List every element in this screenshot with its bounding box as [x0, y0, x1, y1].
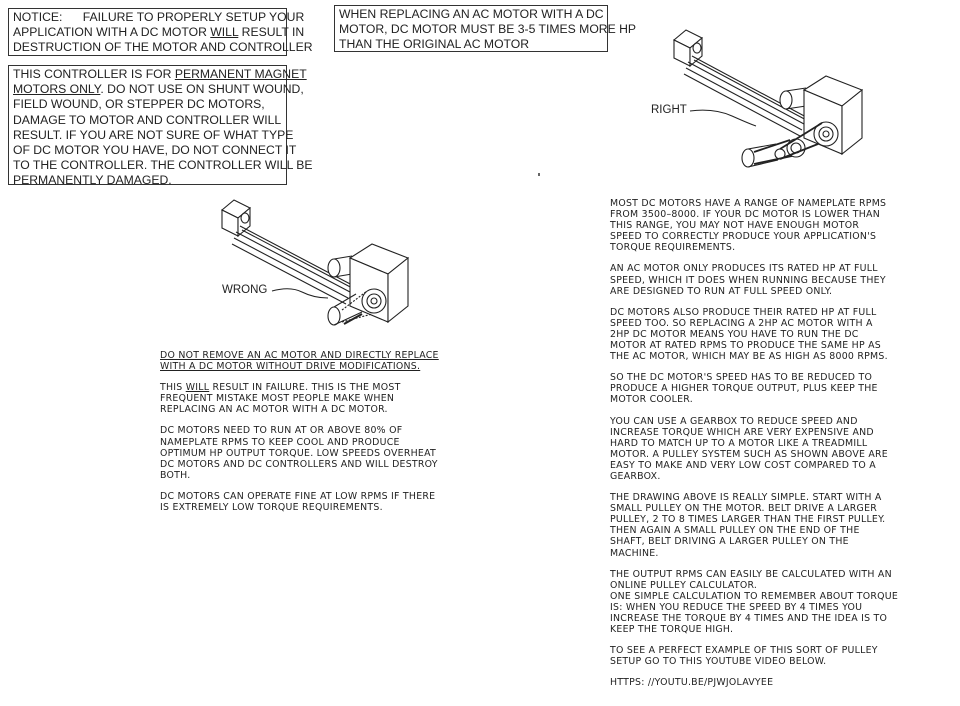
pm-line-3: FIELD WOUND, OR STEPPER DC MOTORS,	[13, 97, 265, 112]
right-label: RIGHT	[651, 104, 687, 116]
nameplate-paragraph: MOST DC MOTORS HAVE A RANGE OF NAMEPLATE RPMS FROM 3500–8000. IF YOUR DC MOTOR IS LOWER THAN THIS RANGE, YOU MAY NOT HAVE ENOUGH MOTOR SPEED TO CORRECTLY PRODUCE YOUR APPLICATION'S TORQUE REQUIREMENTS.	[610, 198, 887, 254]
ac-line-2: MOTOR, DC MOTOR MUST BE 3-5 TIMES MORE HP	[339, 22, 637, 37]
notice-line-1: NOTICE: FAILURE TO PROPERLY SETUP YOUR	[13, 10, 305, 24]
pm-line-6: OF DC MOTOR YOU HAVE, DO NOT CONNECT IT	[13, 143, 297, 158]
pm-line-1: THIS CONTROLLER IS FOR PERMANENT MAGNET	[13, 67, 307, 81]
right-leader-line	[688, 104, 758, 128]
pm-line-8: PERMANENTLY DAMAGED.	[13, 173, 172, 188]
youtube-url: HTTPS: //YOUTU.BE/PJWJOLAVYEE	[610, 677, 774, 689]
pm-line-5: RESULT. IF YOU ARE NOT SURE OF WHAT TYPE	[13, 127, 294, 142]
ac-motor-paragraph: AN AC MOTOR ONLY PRODUCES ITS RATED HP AT FULL SPEED, WHICH IT DOES WHEN RUNNING BECAUSE THEY ARE DESIGNED TO RUN AT FULL SPEED ONLY.	[610, 263, 886, 297]
motor-end	[328, 259, 340, 277]
speed-reduction-paragraph: SO THE DC MOTOR'S SPEED HAS TO BE REDUCED TO PRODUCE A HIGHER TORQUE OUTPUT, PLUS KEEP THE MOTOR COOLER.	[610, 372, 878, 406]
warning-heading: DO NOT REMOVE AN AC MOTOR AND DIRECTLY REPLACE WITH A DC MOTOR WITHOUT DRIVE MODIFICATIONS.	[160, 350, 439, 373]
drum	[742, 149, 754, 167]
failure-paragraph: THIS WILL RESULT IN FAILURE. THIS IS THE MOST FREQUENT MISTAKE MOST PEOPLE MAKE WHEN REPLACING AN AC MOTOR WITH A DC MOTOR.	[160, 382, 401, 416]
dc-hp-paragraph: DC MOTORS ALSO PRODUCE THEIR RATED HP AT FULL SPEED TOO. SO REPLACING A 2HP AC MOTOR WITH A 2HP DC MOTOR MEANS YOU HAVE TO RUN THE DC MOTOR AT RATED RPMS TO PRODUCE THE SAME HP AS THE AC MOTOR, WHICH MAY BE AS HIGH AS 8000 RPMS.	[610, 306, 888, 363]
drum	[328, 307, 340, 325]
motor-end	[780, 91, 792, 109]
youtube-paragraph: TO SEE A PERFECT EXAMPLE OF THIS SORT OF PULLEY SETUP GO TO THIS YOUTUBE VIDEO BELOW.	[610, 645, 878, 668]
notice-box	[8, 8, 313, 56]
wrong-label: WRONG	[222, 284, 268, 296]
pm-line-7: TO THE CONTROLLER. THE CONTROLLER WILL BE	[13, 158, 313, 173]
gearbox-paragraph: YOU CAN USE A GEARBOX TO REDUCE SPEED AND INCREASE TORQUE WHICH ARE VERY EXPENSIVE AND HARD TO MATCH UP TO A MOTOR LIKE A TREADMILL MOTOR. A PULLEY SYSTEM SUCH AS SHOWN ABOVE ARE EASY TO MAKE AND VERY LOW COST COMPARED TO A GEARBOX.	[610, 415, 888, 482]
drawing-explanation-paragraph: THE DRAWING ABOVE IS REALLY SIMPLE. START WITH A SMALL PULLEY ON THE MOTOR. BELT DRIVE A LARGER PULLEY, 2 TO 8 TIMES LARGER THAN THE FIRST PULLEY. THEN AGAIN A SMALL PULLEY ON THE END OF THE SHAFT, BELT DRIVING A LARGER PULLEY ON THE MACHINE.	[610, 492, 886, 559]
calculation-paragraph: THE OUTPUT RPMS CAN EASILY BE CALCULATED WITH AN ONLINE PULLEY CALCULATOR. ONE SIMPLE CALCULATION TO REMEMBER ABOUT TORQUE IS: WHEN YOU REDUCE THE SPEED BY 4 TIMES YOU INCREASE THE TORQUE BY 4 TIMES AND THE IDEA IS TO KEEP THE TORQUE HIGH.	[610, 568, 899, 636]
ac-line-1: WHEN REPLACING AN AC MOTOR WITH A DC	[339, 7, 604, 21]
pm-line-2: MOTORS ONLY. DO NOT USE ON SHUNT WOUND,	[13, 82, 304, 97]
permanent-magnet-box	[8, 65, 313, 188]
wrong-setup-drawing	[212, 196, 412, 346]
right-notes	[610, 198, 898, 698]
scan-speck	[538, 173, 540, 176]
notice-line-2: APPLICATION WITH A DC MOTOR WILL RESULT IN	[13, 25, 305, 40]
url-line	[610, 677, 898, 688]
left-notes	[160, 350, 439, 523]
low-rpm-paragraph: DC MOTORS CAN OPERATE FINE AT LOW RPMS IF THERE IS EXTREMELY LOW TORQUE REQUIREMENTS.	[160, 490, 436, 514]
rpm-paragraph: DC MOTORS NEED TO RUN AT OR ABOVE 80% OF NAMEPLATE RPMS TO KEEP COOL AND PRODUCE OPTIMUM HP OUTPUT TORQUE. LOW SPEEDS OVERHEAT DC MOTORS AND DC CONTROLLERS AND WILL DESTROY BOTH.	[160, 425, 438, 481]
pm-line-4: DAMAGE TO MOTOR AND CONTROLLER WILL	[13, 112, 282, 127]
notice-line-3: DESTRUCTION OF THE MOTOR AND CONTROLLER	[13, 40, 313, 55]
ac-replacement-box	[334, 5, 637, 52]
wrong-leader-line	[270, 284, 330, 300]
ac-line-3: THAN THE ORIGINAL AC MOTOR	[339, 37, 530, 52]
